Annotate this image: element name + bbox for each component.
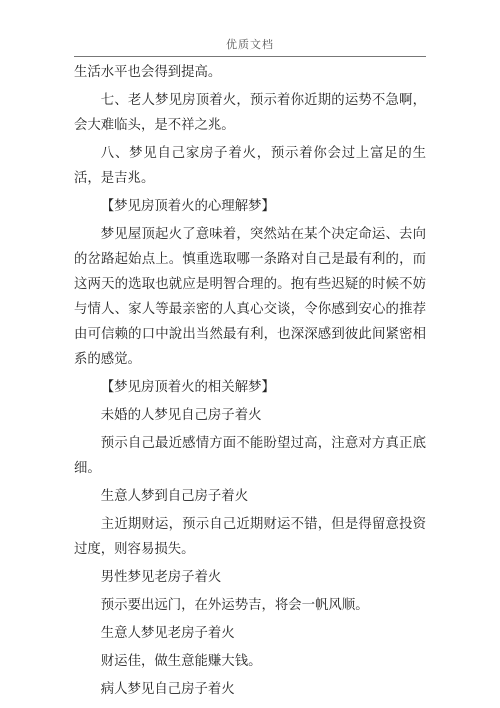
subheading: 男性梦见老房子着火 — [100, 570, 222, 585]
paragraph: 梦见屋顶起火了意味着，突然站在某个决定命运、去向的岔路起始点上。慎重选取哪一条路对自己是最有利的，而这两天的选取也就应是明智合理的。抱有些迟疑的时候不妨与情人、家人等最亲密的人真心交谈，令你感到安心的推荐由可信赖的口中說出当然最有利，也深深感到彼此间紧密相系的感觉。 — [74, 227, 426, 367]
subheading: 病人梦见自己房子着火 — [100, 682, 235, 697]
paragraph: 预示要出远门，在外运势吉，将会一帆风顺。 — [100, 598, 369, 613]
paragraph: 预示自己最近感情方面不能盼望过高，注意对方真正底细。 — [74, 436, 426, 476]
paragraph: 生活水平也会得到提高。 — [74, 65, 222, 80]
paragraph: 八、梦见自己家房子着火，预示着你会过上富足的生活，是吉兆。 — [74, 146, 426, 186]
subheading: 生意人梦到自己房子着火 — [100, 489, 249, 504]
subheading: 生意人梦见老房子着火 — [100, 626, 235, 641]
page-header-title: 优质文档 — [226, 38, 274, 51]
paragraph: 主近期财运，预示自己近期财运不错，但是得留意投资过度，则容易损失。 — [74, 517, 426, 557]
subheading: 未婚的人梦见自己房子着火 — [100, 408, 262, 423]
document-body — [74, 60, 426, 705]
paragraph: 财运佳，做生意能赚大钱。 — [100, 654, 262, 669]
header-divider — [74, 56, 426, 57]
section-heading: 【梦见房顶着火的相关解梦】 — [100, 380, 275, 395]
section-heading: 【梦见房顶着火的心理解梦】 — [100, 199, 275, 214]
paragraph: 七、老人梦见房顶着火，预示着你近期的运势不急啊，会大难临头，是不祥之兆。 — [74, 93, 426, 133]
